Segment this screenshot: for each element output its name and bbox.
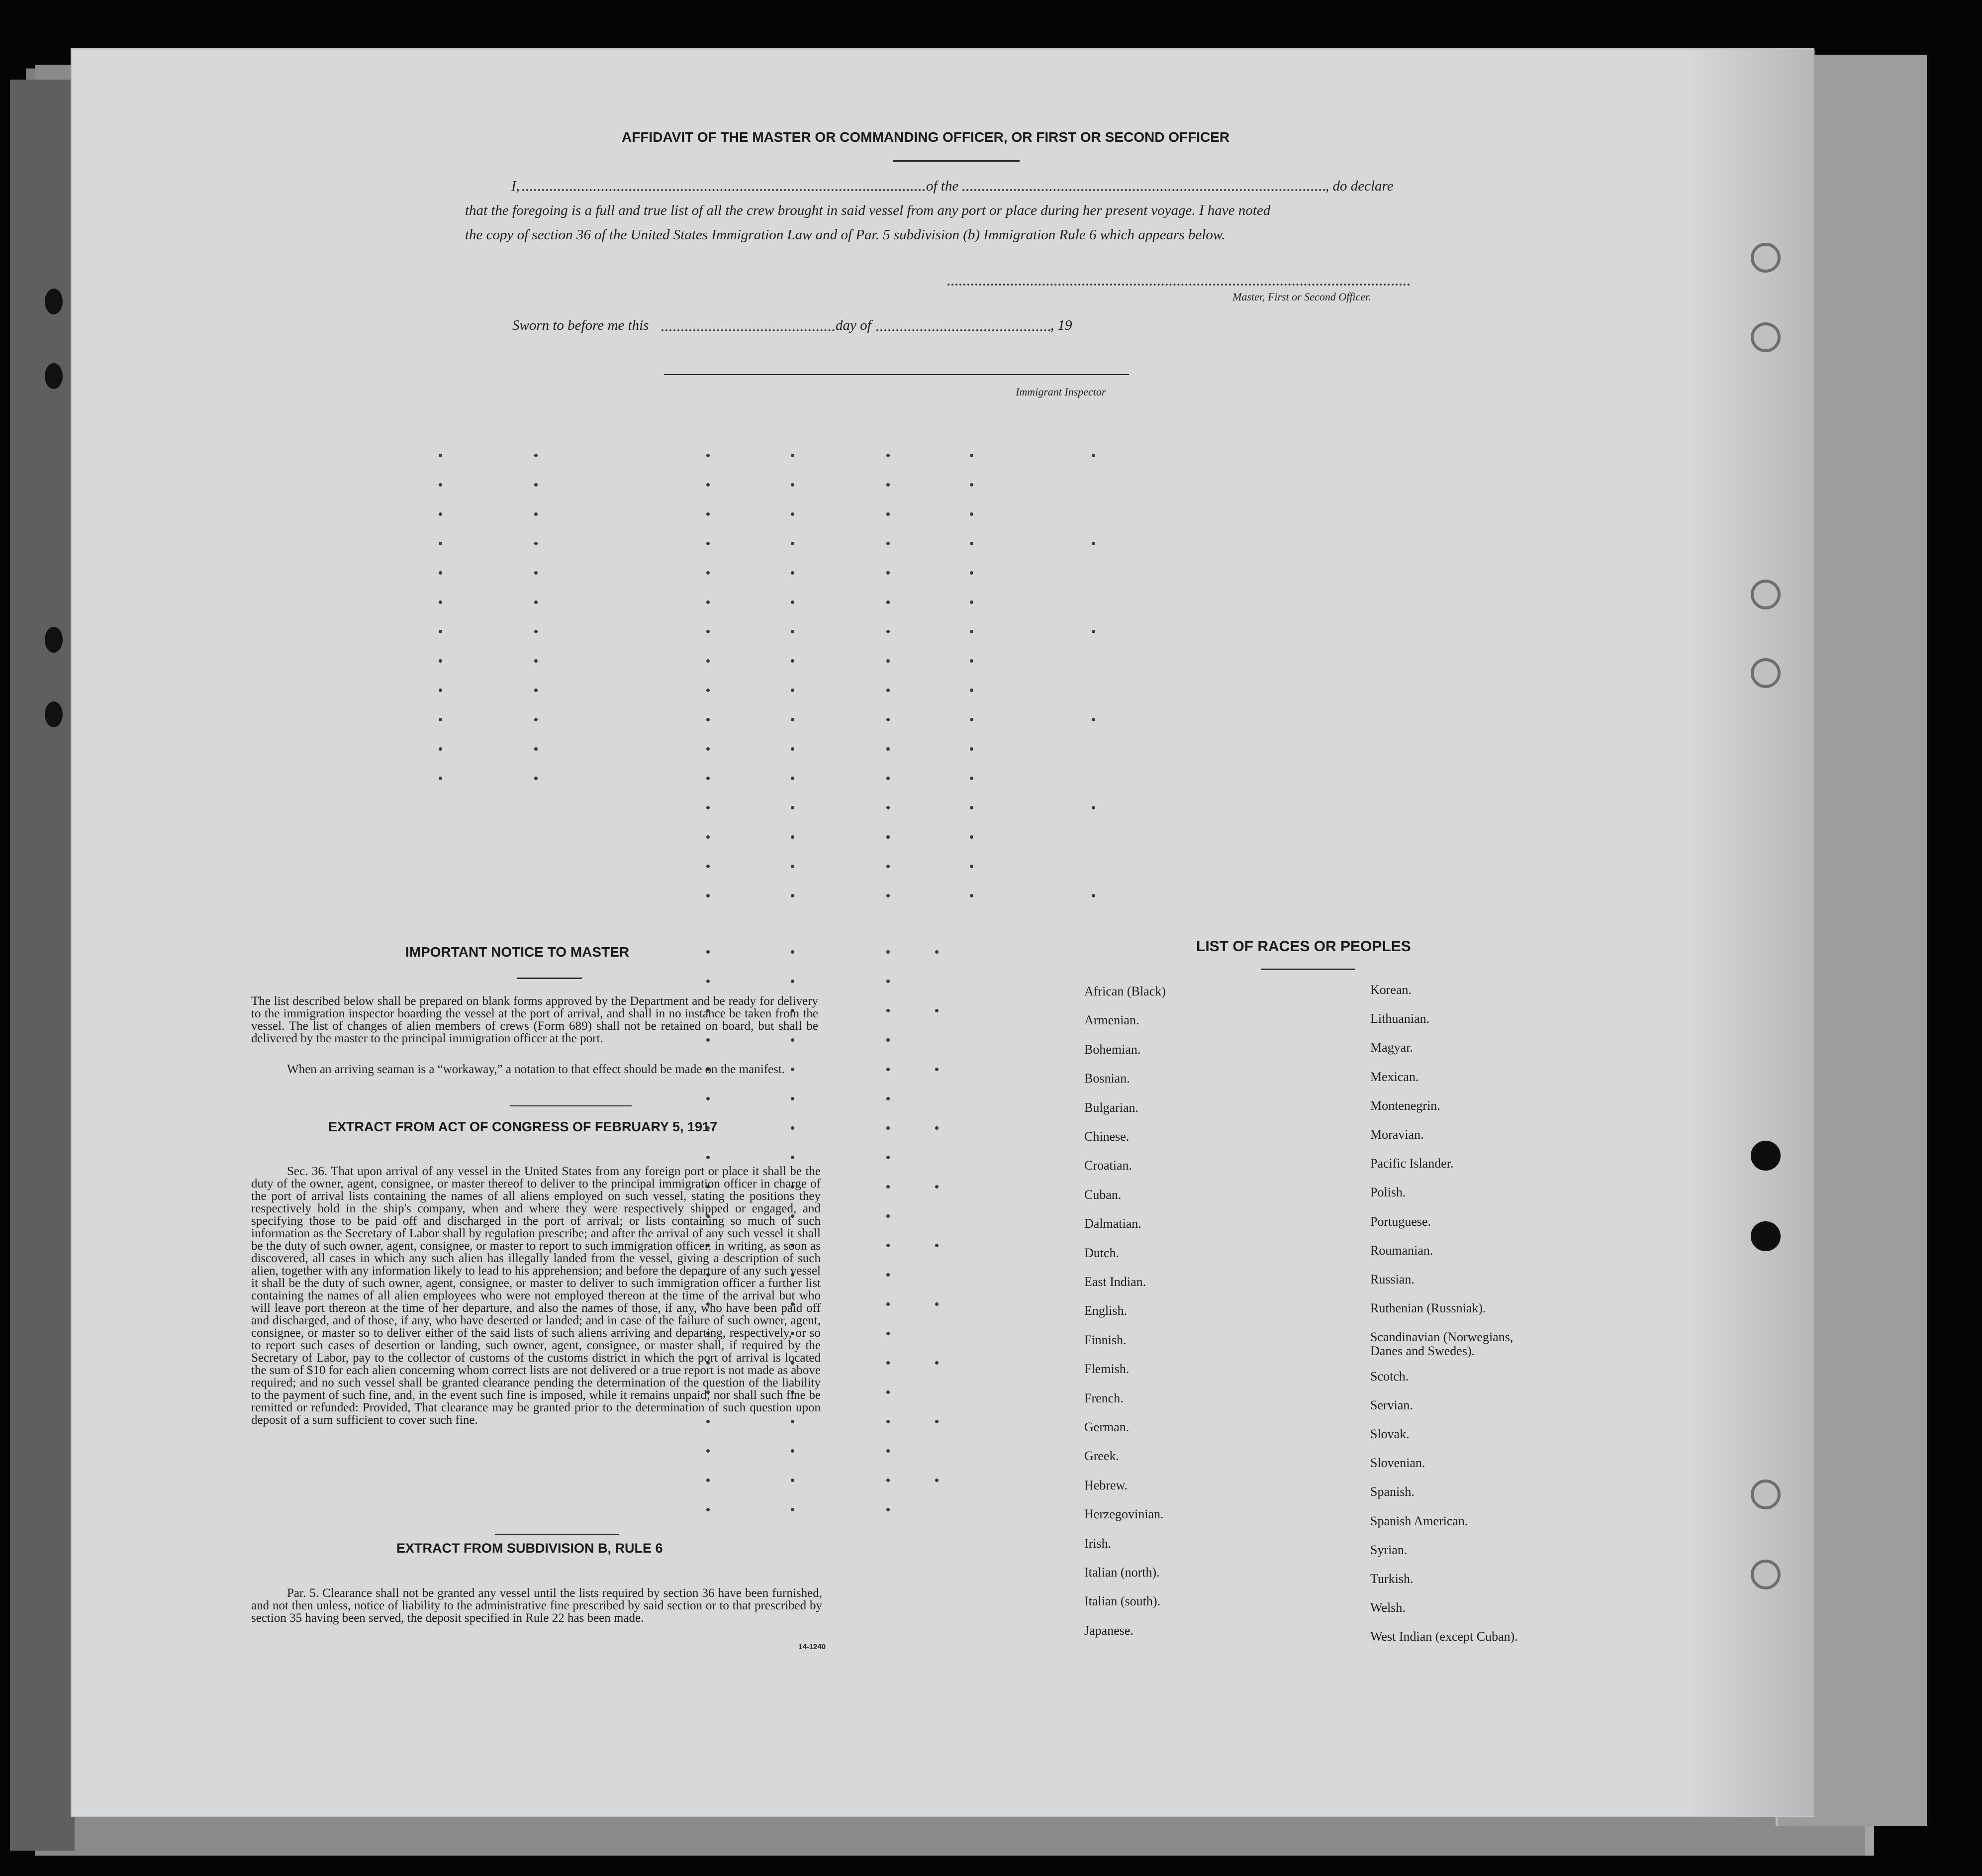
race-item: Roumanian. bbox=[1370, 1243, 1433, 1258]
manifest-dot bbox=[534, 689, 538, 692]
manifest-dot bbox=[439, 659, 442, 663]
manifest-dot bbox=[439, 718, 442, 721]
sworn-year-label: , 19 bbox=[1050, 317, 1072, 333]
manifest-dot bbox=[886, 1449, 890, 1453]
manifest-dot bbox=[534, 542, 538, 545]
races-title: LIST OF RACES OR PEOPLES bbox=[1196, 938, 1411, 955]
manifest-dot bbox=[886, 1068, 890, 1071]
race-item: Dutch. bbox=[1084, 1245, 1120, 1260]
race-item: Herzegovinian. bbox=[1084, 1507, 1164, 1522]
punch-hole bbox=[1751, 1221, 1781, 1251]
manifest-dot bbox=[534, 483, 538, 487]
race-item: Korean. bbox=[1370, 983, 1412, 997]
race-item: Armenian. bbox=[1084, 1013, 1139, 1028]
race-item: Japanese. bbox=[1084, 1623, 1133, 1638]
binding-hole bbox=[45, 701, 63, 727]
manifest-dot bbox=[791, 571, 794, 575]
race-item: Greek. bbox=[1084, 1449, 1120, 1464]
notice-title-underline bbox=[517, 978, 582, 979]
manifest-dot bbox=[706, 777, 710, 780]
manifest-dot bbox=[935, 1244, 939, 1247]
sworn-month-blank bbox=[876, 329, 1050, 331]
manifest-dot bbox=[791, 1097, 794, 1100]
inspector-signature-line bbox=[664, 374, 1129, 375]
race-item: Danes and Swedes). bbox=[1370, 1344, 1475, 1359]
race-item: African (Black) bbox=[1084, 984, 1166, 998]
page-edge-shadow bbox=[1686, 50, 1815, 1816]
manifest-dot bbox=[706, 542, 710, 545]
manifest-dot bbox=[886, 483, 890, 487]
manifest-dot bbox=[886, 1508, 890, 1511]
manifest-dot bbox=[791, 659, 794, 663]
manifest-dot bbox=[706, 980, 710, 983]
manifest-dot bbox=[1092, 630, 1095, 633]
signature-line bbox=[947, 284, 1410, 286]
race-item: Montenegrin. bbox=[1370, 1098, 1440, 1113]
manifest-dot bbox=[886, 659, 890, 663]
manifest-dot bbox=[970, 630, 973, 633]
manifest-dot bbox=[935, 1361, 939, 1365]
manifest-dot bbox=[886, 1009, 890, 1012]
race-item: Magyar. bbox=[1370, 1040, 1413, 1055]
manifest-dot bbox=[439, 630, 442, 633]
manifest-dot bbox=[706, 747, 710, 751]
manifest-dot bbox=[886, 600, 890, 604]
race-item: Lithuanian. bbox=[1370, 1011, 1430, 1026]
manifest-dot bbox=[886, 1038, 890, 1042]
race-item: Italian (north). bbox=[1084, 1565, 1160, 1580]
manifest-dot bbox=[935, 1068, 939, 1071]
manifest-dot bbox=[439, 689, 442, 692]
affidavit-i-label: I, bbox=[511, 178, 520, 194]
manifest-dot bbox=[970, 835, 973, 839]
race-item: Irish. bbox=[1084, 1536, 1112, 1551]
title-underline bbox=[893, 160, 1020, 162]
manifest-dot bbox=[534, 512, 538, 516]
inspector-label: Immigrant Inspector bbox=[1016, 386, 1106, 398]
notice-title: IMPORTANT NOTICE TO MASTER bbox=[405, 944, 630, 960]
manifest-dot bbox=[706, 600, 710, 604]
manifest-dot bbox=[534, 454, 538, 457]
race-item: Polish. bbox=[1370, 1185, 1406, 1200]
manifest-dot bbox=[706, 1097, 710, 1100]
manifest-dot bbox=[791, 950, 794, 954]
manifest-dot bbox=[791, 980, 794, 983]
manifest-dot bbox=[534, 659, 538, 663]
manifest-dot bbox=[439, 454, 442, 457]
manifest-dot bbox=[439, 542, 442, 545]
manifest-dot bbox=[439, 512, 442, 516]
binding-hole bbox=[45, 627, 63, 653]
race-item: Spanish. bbox=[1370, 1484, 1415, 1499]
manifest-dot bbox=[886, 1185, 890, 1188]
manifest-dot bbox=[886, 1302, 890, 1306]
manifest-dot bbox=[1092, 542, 1095, 545]
punch-hole bbox=[1751, 243, 1781, 273]
manifest-dot bbox=[534, 630, 538, 633]
manifest-dot bbox=[791, 1449, 794, 1453]
manifest-dot bbox=[706, 483, 710, 487]
binding-hole bbox=[45, 289, 63, 314]
manifest-dot bbox=[706, 1156, 710, 1159]
manifest-dot bbox=[970, 659, 973, 663]
affidavit-of-the-label: of the bbox=[926, 178, 959, 194]
manifest-dot bbox=[886, 1126, 890, 1130]
manifest-dot bbox=[534, 777, 538, 780]
manifest-dot bbox=[1092, 894, 1095, 897]
manifest-dot bbox=[534, 718, 538, 721]
manifest-dot bbox=[791, 718, 794, 721]
manifest-dot bbox=[706, 950, 710, 954]
manifest-dot bbox=[886, 894, 890, 897]
race-item: Hebrew. bbox=[1084, 1478, 1128, 1492]
race-item: Servian. bbox=[1370, 1397, 1413, 1412]
manifest-dot bbox=[886, 454, 890, 457]
affidavit-declare-label: , do declare bbox=[1325, 178, 1394, 194]
manifest-dot bbox=[886, 1156, 890, 1159]
race-item: Syrian. bbox=[1370, 1542, 1408, 1557]
binding-hole bbox=[45, 363, 63, 389]
manifest-dot bbox=[791, 835, 794, 839]
signature-label: Master, First or Second Officer. bbox=[1232, 291, 1371, 303]
manifest-dot bbox=[935, 1420, 939, 1423]
document-page bbox=[72, 50, 1813, 1816]
manifest-dot bbox=[886, 630, 890, 633]
manifest-dot bbox=[706, 1449, 710, 1453]
vessel-blank bbox=[962, 189, 1325, 191]
manifest-dot bbox=[886, 1332, 890, 1335]
race-item: Portuguese. bbox=[1370, 1214, 1431, 1229]
manifest-dot bbox=[791, 1126, 794, 1130]
race-item: Turkish. bbox=[1370, 1572, 1414, 1586]
manifest-dot bbox=[970, 806, 973, 809]
manifest-dot bbox=[886, 980, 890, 983]
form-number: 14-1240 bbox=[798, 1643, 826, 1651]
manifest-dot bbox=[791, 454, 794, 457]
manifest-dot bbox=[886, 571, 890, 575]
manifest-dot bbox=[970, 747, 973, 751]
manifest-dot bbox=[886, 806, 890, 809]
manifest-dot bbox=[791, 689, 794, 692]
manifest-dot bbox=[706, 512, 710, 516]
manifest-dot bbox=[791, 806, 794, 809]
manifest-dot bbox=[1092, 718, 1095, 721]
manifest-dot bbox=[791, 1508, 794, 1511]
manifest-dot bbox=[886, 865, 890, 868]
manifest-dot bbox=[970, 512, 973, 516]
left-binding-strip bbox=[10, 80, 75, 1851]
manifest-dot bbox=[886, 689, 890, 692]
manifest-dot bbox=[706, 454, 710, 457]
manifest-dot bbox=[935, 1302, 939, 1306]
manifest-dot bbox=[886, 777, 890, 780]
notice-paragraph-1: The list described below shall be prepared on blank forms approved by the Department and be ready for delivery to the immigration inspector boarding the vessel at the port of arrival, and shall in no instance be taken from the vessel. The list of changes of alien members of crews (Form 689) shall not be retained on board, but shall be delivered by the master to the principal immigration officer at the port. bbox=[251, 994, 818, 1045]
manifest-dot bbox=[935, 1009, 939, 1012]
race-item: Moravian. bbox=[1370, 1127, 1424, 1142]
race-item: Ruthenian (Russniak). bbox=[1370, 1301, 1486, 1316]
manifest-dot bbox=[886, 835, 890, 839]
manifest-dot bbox=[970, 894, 973, 897]
manifest-dot bbox=[791, 1479, 794, 1482]
manifest-dot bbox=[791, 777, 794, 780]
race-item: Italian (south). bbox=[1084, 1594, 1161, 1609]
manifest-dot bbox=[706, 630, 710, 633]
extract-rule-title: EXTRACT FROM SUBDIVISION B, RULE 6 bbox=[396, 1541, 663, 1556]
manifest-dot bbox=[970, 483, 973, 487]
manifest-dot bbox=[886, 1273, 890, 1277]
manifest-dot bbox=[935, 950, 939, 954]
race-item: Slovak. bbox=[1370, 1427, 1410, 1441]
race-item: German. bbox=[1084, 1420, 1130, 1434]
section-divider bbox=[495, 1534, 619, 1535]
race-item: Russian. bbox=[1370, 1272, 1415, 1286]
manifest-dot bbox=[534, 600, 538, 604]
manifest-dot bbox=[706, 718, 710, 721]
manifest-dot bbox=[791, 865, 794, 868]
race-item: Croatian. bbox=[1084, 1158, 1133, 1173]
manifest-dot bbox=[970, 718, 973, 721]
manifest-dot bbox=[791, 483, 794, 487]
manifest-dot bbox=[706, 806, 710, 809]
races-title-underline bbox=[1261, 969, 1355, 970]
manifest-dot bbox=[886, 950, 890, 954]
manifest-dot bbox=[791, 747, 794, 751]
section-divider bbox=[510, 1105, 632, 1106]
notice-paragraph-2: When an arriving seaman is a “workaway,” a notation to that effect should be made on the manifest. bbox=[287, 1063, 785, 1076]
race-item: Dalmatian. bbox=[1084, 1216, 1141, 1231]
manifest-dot bbox=[970, 777, 973, 780]
race-item: Scotch. bbox=[1370, 1369, 1409, 1383]
manifest-dot bbox=[534, 571, 538, 575]
punch-hole bbox=[1751, 1141, 1781, 1171]
manifest-dot bbox=[706, 835, 710, 839]
manifest-dot bbox=[935, 1185, 939, 1188]
manifest-dot bbox=[886, 1420, 890, 1423]
manifest-dot bbox=[439, 571, 442, 575]
race-item: Bosnian. bbox=[1084, 1071, 1130, 1086]
manifest-dot bbox=[791, 512, 794, 516]
manifest-dot bbox=[886, 1244, 890, 1247]
manifest-dot bbox=[886, 1390, 890, 1394]
extract-act-title: EXTRACT FROM ACT OF CONGRESS OF FEBRUARY 5, 1917 bbox=[328, 1119, 718, 1134]
manifest-dot bbox=[791, 630, 794, 633]
manifest-dot bbox=[886, 512, 890, 516]
punch-hole bbox=[1751, 1560, 1781, 1589]
manifest-dot bbox=[706, 1479, 710, 1482]
affidavit-line-2: that the foregoing is a full and true list of all the crew brought in said vessel from any port or place during her present voyage. I have noted bbox=[465, 202, 1271, 218]
race-item: Bulgarian. bbox=[1084, 1100, 1139, 1115]
manifest-dot bbox=[970, 571, 973, 575]
sworn-prefix: Sworn to before me this bbox=[512, 317, 649, 333]
punch-hole bbox=[1751, 1480, 1781, 1509]
manifest-dot bbox=[970, 865, 973, 868]
manifest-dot bbox=[439, 777, 442, 780]
manifest-dot bbox=[534, 747, 538, 751]
manifest-dot bbox=[886, 1361, 890, 1365]
race-item: Flemish. bbox=[1084, 1362, 1130, 1377]
manifest-dot bbox=[791, 542, 794, 545]
manifest-dot bbox=[1092, 454, 1095, 457]
manifest-dot bbox=[791, 894, 794, 897]
manifest-dot bbox=[886, 1214, 890, 1218]
manifest-dot bbox=[886, 1479, 890, 1482]
sworn-day-of-label: day of bbox=[836, 317, 871, 333]
manifest-dot bbox=[439, 483, 442, 487]
manifest-dot bbox=[886, 718, 890, 721]
manifest-dot bbox=[886, 747, 890, 751]
manifest-dot bbox=[706, 1508, 710, 1511]
manifest-dot bbox=[439, 747, 442, 751]
race-item: West Indian (except Cuban). bbox=[1370, 1629, 1518, 1644]
manifest-dot bbox=[706, 865, 710, 868]
race-item: Bohemian. bbox=[1084, 1042, 1141, 1057]
manifest-dot bbox=[970, 689, 973, 692]
manifest-dot bbox=[706, 689, 710, 692]
race-item: Scandinavian (Norwegians, bbox=[1370, 1330, 1513, 1345]
punch-hole bbox=[1751, 580, 1781, 609]
affidavit-line-3: the copy of section 36 of the United States Immigration Law and of Par. 5 subdivision (b) Immigration Rule 6 which appears below. bbox=[465, 227, 1226, 243]
manifest-dot bbox=[935, 1479, 939, 1482]
manifest-dot bbox=[970, 542, 973, 545]
race-item: East Indian. bbox=[1084, 1275, 1146, 1289]
manifest-dot bbox=[970, 600, 973, 604]
manifest-dot bbox=[706, 571, 710, 575]
manifest-dot bbox=[886, 1097, 890, 1100]
race-item: Slovenian. bbox=[1370, 1456, 1425, 1471]
race-item: Welsh. bbox=[1370, 1600, 1406, 1615]
race-item: Mexican. bbox=[1370, 1069, 1419, 1084]
manifest-dot bbox=[886, 542, 890, 545]
manifest-dot bbox=[706, 894, 710, 897]
extract-act-text: Sec. 36. That upon arrival of any vessel in the United States from any foreign port or place it shall be the duty of the owner, agent, consignee, or master thereof to deliver to the principal immigration officer in charge of the port of arrival lists containing the names of all aliens employed on such vessel, stating the positions they respectively hold in the ship's company, when and where they were respectively shipped or engaged, and specifying those to be paid off and discharged in the port of arrival; or lists containing so much of such information as the Secretary of Labor shall by regulation prescribe; and after the arrival of any such vessel it shall be the duty of such owner, agent, consignee, or master to report to such immigration officer, in writing, as soon as discovered, all cases in which any such alien has illegally landed from the vessel, giving a description of such alien, together with any information likely to lead to his apprehension; and before the departure of any such vessel it shall be the duty of such owner, agent, consignee, or master to deliver to such immigration officer a further list containing the names of all alien employees who were not employed thereon at the time of the arrival but who will leave port thereon at the time of her departure, and also the names of those, if any, who have been paid off and discharged, and of those, if any, who have deserted or landed; and in case of the failure of such owner, agent, consignee, or master so to deliver either of the said lists of such aliens arriving and departing, respectively, or so to report such cases of desertion or landing, such owner, agent, consignee, or master shall, if required by the Secretary of Labor, pay to the collector of customs of the customs district in which the port of arrival is located the sum of $10 for each alien concerning whom correct lists are not delivered or a true report is not made as above required; and no such vessel shall be granted clearance pending the determination of the question of the liability to the payment of such fine, and, in the event such fine is imposed, while it remains unpaid; nor shall such fine be remitted or refunded: Provided, That clearance may be granted prior to the determination of such question upon deposit of a sum sufficient to cover such fine. bbox=[251, 1165, 821, 1427]
race-item: Chinese. bbox=[1084, 1129, 1130, 1144]
race-item: Pacific Islander. bbox=[1370, 1156, 1454, 1171]
manifest-dot bbox=[791, 600, 794, 604]
punch-hole bbox=[1751, 322, 1781, 352]
race-item: Spanish American. bbox=[1370, 1513, 1468, 1528]
race-item: French. bbox=[1084, 1390, 1124, 1405]
race-item: Cuban. bbox=[1084, 1187, 1122, 1202]
punch-hole bbox=[1751, 658, 1781, 688]
race-item: Finnish. bbox=[1084, 1332, 1127, 1347]
manifest-dot bbox=[1092, 806, 1095, 809]
extract-rule-text: Par. 5. Clearance shall not be granted any vessel until the lists required by section 36 have been furnished, and not then unless, notice of liability to the administrative fine prescribed by said section or to that prescribed by section 35 having been served, the deposit specified in Rule 22 has been made. bbox=[251, 1586, 822, 1625]
manifest-dot bbox=[706, 659, 710, 663]
affidavit-title: AFFIDAVIT OF THE MASTER OR COMMANDING OFFICER, OR FIRST OR SECOND OFFICER bbox=[622, 129, 1230, 145]
name-blank bbox=[522, 189, 925, 191]
manifest-dot bbox=[791, 1156, 794, 1159]
sworn-day-blank bbox=[661, 329, 835, 331]
manifest-dot bbox=[935, 1126, 939, 1130]
manifest-dot bbox=[970, 454, 973, 457]
manifest-dot bbox=[439, 600, 442, 604]
race-item: English. bbox=[1084, 1303, 1127, 1318]
